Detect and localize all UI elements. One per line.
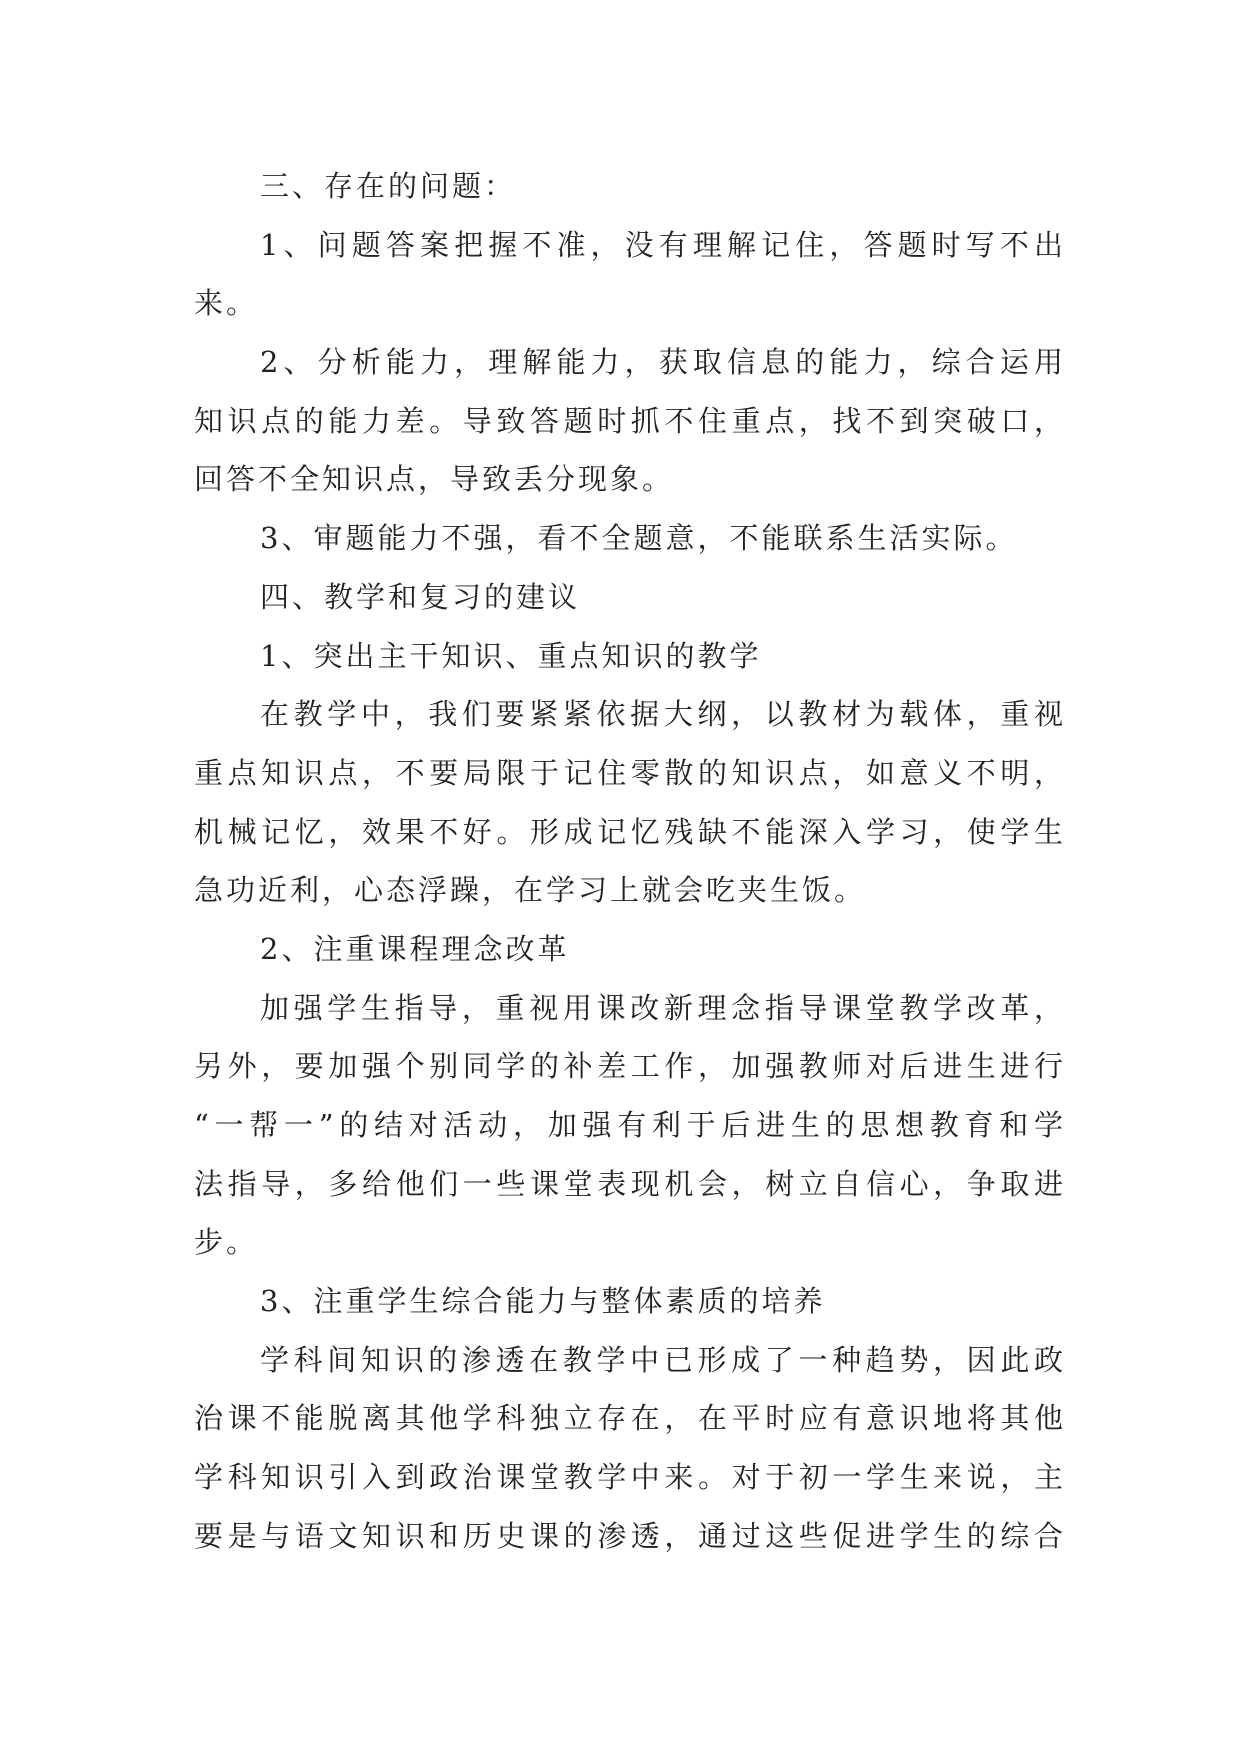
paragraph-problem-3 xyxy=(194,509,1066,568)
text-line: 法指导，多给他们一些课堂表现机会，树立自信心，争取进 xyxy=(194,1166,1066,1201)
text-line: 急功近利，心态浮躁，在学习上就会吃夹生饭。 xyxy=(194,873,867,908)
text-line: 1、突出主干知识、重点知识的教学 xyxy=(260,638,762,673)
text-line: 加强学生指导，重视用课改新理念指导课堂教学改革， xyxy=(260,990,1066,1025)
text-line: 三、存在的问题： xyxy=(260,169,517,203)
paragraph-suggestion-3 xyxy=(194,1331,1066,1566)
text-line: 重点知识点，不要局限于记住零散的知识点，如意义不明， xyxy=(194,755,1066,790)
document-body xyxy=(194,157,1066,1566)
text-line: 四、教学和复习的建议 xyxy=(260,579,581,614)
subheading-suggestion-2 xyxy=(194,920,1066,979)
text-line: 2、分析能力，理解能力，获取信息的能力，综合运用 xyxy=(260,345,1066,380)
text-line: 回答不全知识点，导致丢分现象。 xyxy=(194,462,675,497)
text-line: 步。 xyxy=(194,1225,259,1260)
section-heading-problems xyxy=(194,157,1066,216)
text-line: 知识点的能力差。导致答题时抓不住重点，找不到突破口， xyxy=(194,403,1066,438)
text-line: 1、问题答案把握不准，没有理解记住，答题时写不出 xyxy=(260,227,1066,262)
paragraph-suggestion-1 xyxy=(194,685,1066,920)
text-line: 学科知识引入到政治课堂教学中来。对于初一学生来说，主 xyxy=(194,1460,1066,1495)
section-heading-suggestions xyxy=(194,568,1066,627)
text-line: “一帮一”的结对活动，加强有利于后进生的思想教育和学 xyxy=(194,1108,1066,1142)
subheading-suggestion-3 xyxy=(194,1272,1066,1331)
paragraph-problem-1 xyxy=(194,216,1066,333)
subheading-suggestion-1 xyxy=(194,627,1066,686)
text-line: 来。 xyxy=(194,286,259,321)
text-line: 3、注重学生综合能力与整体素质的培养 xyxy=(260,1284,826,1319)
text-line: 学科间知识的渗透在教学中已形成了一种趋势，因此政 xyxy=(260,1342,1066,1377)
text-line: 3、审题能力不强，看不全题意，不能联系生活实际。 xyxy=(260,521,1018,556)
paragraph-problem-2 xyxy=(194,333,1066,509)
text-line: 另外，要加强个别同学的补差工作，加强教师对后进生进行 xyxy=(194,1049,1066,1084)
text-line: 要是与语文知识和历史课的渗透，通过这些促进学生的综合 xyxy=(194,1518,1066,1553)
text-line: 治课不能脱离其他学科独立存在，在平时应有意识地将其他 xyxy=(194,1401,1066,1436)
text-line: 机械记忆，效果不好。形成记忆残缺不能深入学习，使学生 xyxy=(194,814,1066,849)
text-line: 2、注重课程理念改革 xyxy=(260,931,570,966)
paragraph-suggestion-2 xyxy=(194,979,1066,1272)
text-line: 在教学中，我们要紧紧依据大纲，以教材为载体，重视 xyxy=(260,697,1066,732)
